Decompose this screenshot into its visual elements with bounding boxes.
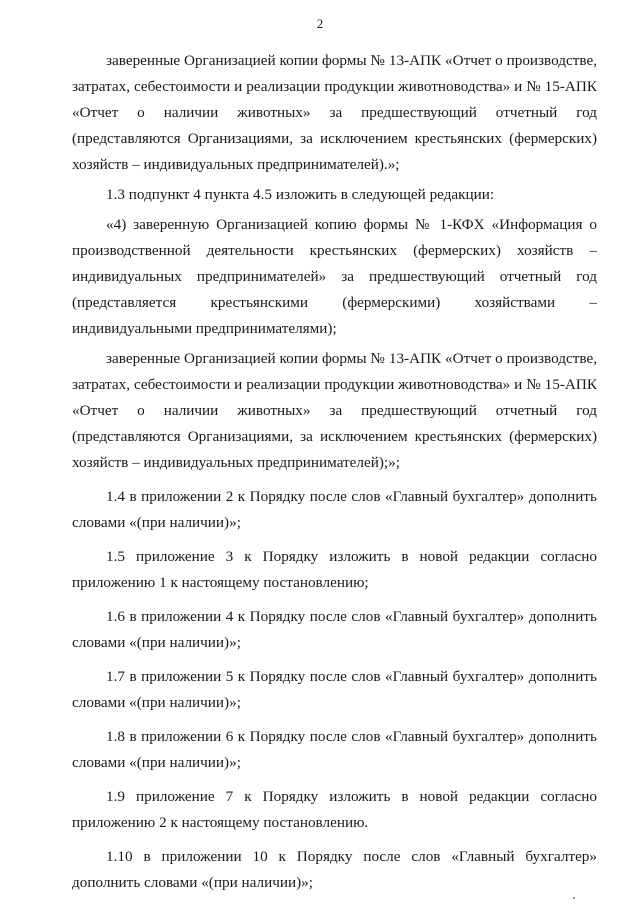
paragraph-1-7: 1.7 в приложении 5 к Порядку после слов «Главный бухгалтер» дополнить словами «(при наличии)»;	[72, 668, 597, 711]
paragraph-1-3: 1.3 подпункт 4 пункта 4.5 изложить в следующей редакции:	[106, 186, 495, 203]
paragraph-forms-13-15-apk-second: заверенные Организацией копии формы № 13-АПК «Отчет о производстве, затратах, себестоимости и реализации продукции животноводства» и № 15-АПК «Отчет о наличии животных» за предшествующий отчетный год (представляются Организациями, за исключением крестьянских (фермерских) хозяйств – индивидуальных предпринимателей);»;	[72, 350, 597, 471]
document-body	[72, 48, 597, 896]
paragraph-subpoint-4: «4) заверенную Организацией копию формы № 1-КФХ «Информация о производственной деятельности крестьянских (фермерских) хозяйств – индивидуальных предпринимателей» за предшествующий отчетный год (представляется крестьянскими (фермерскими) хозяйствами – индивидуальными предпринимателями);	[72, 216, 597, 337]
scan-speck	[573, 897, 575, 899]
page-number: 2	[316, 16, 324, 31]
paragraph-1-4: 1.4 в приложении 2 к Порядку после слов «Главный бухгалтер» дополнить словами «(при наличии)»;	[72, 488, 597, 531]
paragraph-1-9: 1.9 приложение 7 к Порядку изложить в новой редакции согласно приложению 2 к настоящему постановлению.	[72, 788, 597, 831]
paragraph-1-5: 1.5 приложение 3 к Порядку изложить в новой редакции согласно приложению 1 к настоящему постановлению;	[72, 548, 597, 591]
paragraph-forms-13-15-apk-first: заверенные Организацией копии формы № 13-АПК «Отчет о производстве, затратах, себестоимости и реализации продукции животноводства» и № 15-АПК «Отчет о наличии животных» за предшествующий отчетный год (представляются Организациями, за исключением крестьянских (фермерских) хозяйств – индивидуальных предпринимателей).»;	[72, 52, 597, 173]
paragraph-1-6: 1.6 в приложении 4 к Порядку после слов «Главный бухгалтер» дополнить словами «(при наличии)»;	[72, 608, 597, 651]
paragraph-1-8: 1.8 в приложении 6 к Порядку после слов «Главный бухгалтер» дополнить словами «(при наличии)»;	[72, 728, 597, 771]
paragraph-1-10: 1.10 в приложении 10 к Порядку после слов «Главный бухгалтер» дополнить словами «(при наличии)»;	[72, 848, 597, 891]
